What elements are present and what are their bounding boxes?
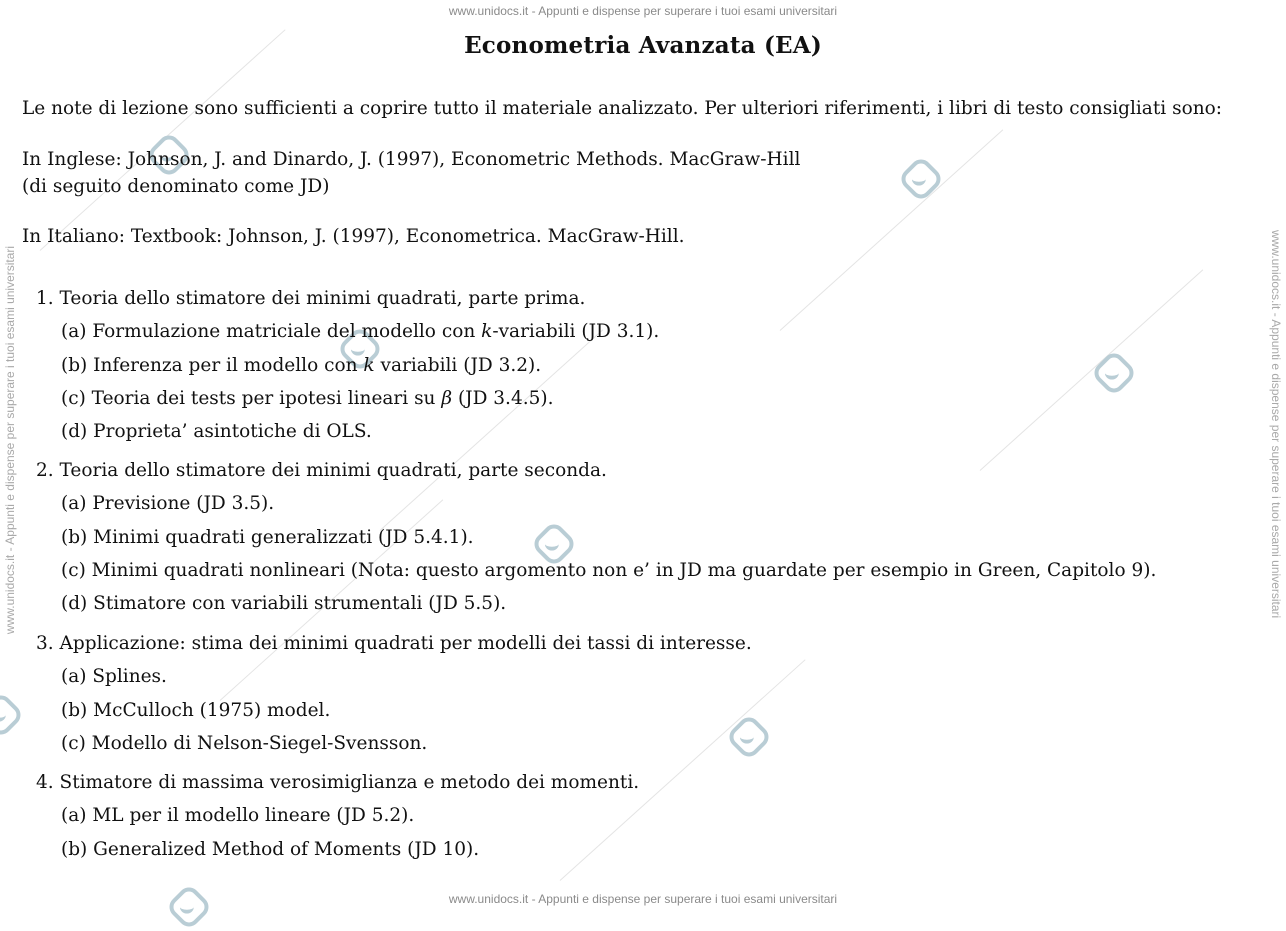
item-text: (c) Teoria dei tests per ipotesi lineari su xyxy=(61,388,442,409)
section-3-heading: 3. Applicazione: stima dei minimi quadrati per modelli dei tassi di interesse. xyxy=(36,633,752,654)
item-text: (b) Minimi quadrati generalizzati (JD 5.4.1). xyxy=(61,527,474,548)
item-text: (c) Minimi quadrati nonlineari (Nota: questo argomento non e’ in JD ma guardate per esempio in Green, Capitolo 9). xyxy=(61,560,1157,581)
watermark-line xyxy=(780,129,1004,330)
section-4-item xyxy=(61,839,479,860)
reference-english-line2: (di seguito denominato come JD) xyxy=(22,176,330,197)
item-text: (c) Modello di Nelson-Siegel-Svensson. xyxy=(61,733,428,754)
intro-paragraph: Le note di lezione sono sufficienti a coprire tutto il materiale analizzato. Per ulteriori riferimenti, i libri di testo consigliati sono: xyxy=(22,98,1222,119)
section-2-item xyxy=(61,493,274,514)
section-1-item xyxy=(61,388,553,409)
item-text: (d) Proprieta’ asintotiche di OLS. xyxy=(61,421,372,442)
item-text: (b) McCulloch (1975) model. xyxy=(61,700,331,721)
section-2-item xyxy=(61,560,1156,581)
section-2-heading: 2. Teoria dello stimatore dei minimi quadrati, parte seconda. xyxy=(36,460,607,481)
section-4-item xyxy=(61,805,414,826)
item-text-suffix: (JD 3.4.5). xyxy=(452,388,554,409)
item-text: (a) Previsione (JD 3.5). xyxy=(61,493,275,514)
item-text: (a) Splines. xyxy=(61,666,167,687)
item-text: (b) Generalized Method of Moments (JD 10). xyxy=(61,839,480,860)
unidocs-logo-icon xyxy=(1090,349,1138,397)
item-text: (d) Stimatore con variabili strumentali (JD 5.5). xyxy=(61,593,507,614)
section-1-item xyxy=(61,421,372,442)
reference-italian: In Italiano: Textbook: Johnson, J. (1997), Econometrica. MacGraw-Hill. xyxy=(22,226,685,247)
math-symbol: k xyxy=(363,355,375,376)
watermark-left: www.unidocs.it - Appunti e dispense per superare i tuoi esami universitari xyxy=(3,245,17,635)
section-3-item xyxy=(61,700,330,721)
watermark-line xyxy=(560,659,806,881)
section-1-item xyxy=(61,355,541,376)
watermark-top: www.unidocs.it - Appunti e dispense per superare i tuoi esami universitari xyxy=(448,4,838,18)
section-3-item xyxy=(61,733,427,754)
reference-english-line1: In Inglese: Johnson, J. and Dinardo, J. (1997), Econometric Methods. MacGraw-Hill xyxy=(22,149,801,170)
section-2-item xyxy=(61,527,474,548)
section-2-item xyxy=(61,593,506,614)
item-text: (a) Formulazione matriciale del modello con xyxy=(61,321,482,342)
math-symbol: k xyxy=(481,321,493,342)
item-text: (a) ML per il modello lineare (JD 5.2). xyxy=(61,805,415,826)
watermark-line xyxy=(980,269,1204,470)
unidocs-logo-icon xyxy=(165,883,213,931)
item-text: (b) Inferenza per il modello con xyxy=(61,355,364,376)
unidocs-logo-icon xyxy=(897,155,945,203)
watermark-bottom: www.unidocs.it - Appunti e dispense per superare i tuoi esami universitari xyxy=(448,892,838,906)
watermark-right: www.unidocs.it - Appunti e dispense per superare i tuoi esami universitari xyxy=(1269,230,1283,619)
math-symbol: β xyxy=(441,388,453,409)
document-title: Econometria Avanzata (EA) xyxy=(464,32,822,59)
section-3-item xyxy=(61,666,167,687)
section-1-heading: 1. Teoria dello stimatore dei minimi quadrati, parte prima. xyxy=(36,288,586,309)
section-4-heading: 4. Stimatore di massima verosimiglianza e metodo dei momenti. xyxy=(36,772,640,793)
item-text-suffix: -variabili (JD 3.1). xyxy=(492,321,660,342)
section-1-item xyxy=(61,321,659,342)
item-text-suffix: variabili (JD 3.2). xyxy=(374,355,542,376)
unidocs-logo-icon xyxy=(0,691,25,739)
unidocs-logo-icon xyxy=(725,713,773,761)
